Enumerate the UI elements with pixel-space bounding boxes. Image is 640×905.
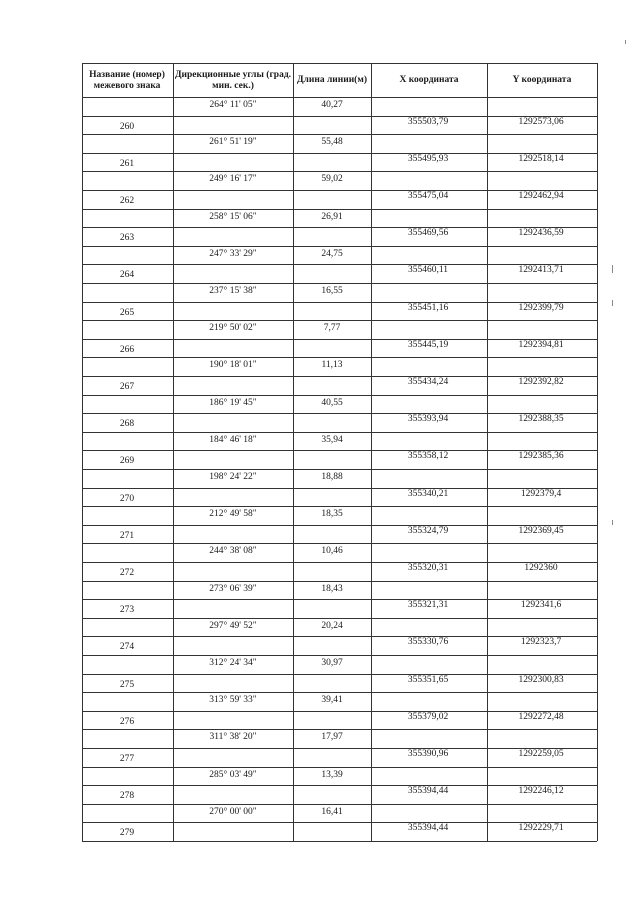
line-length: 16,41 — [321, 806, 343, 817]
row-line — [82, 525, 173, 526]
y-coordinate: 1292323,7 — [520, 637, 562, 648]
column-line-0 — [82, 63, 83, 841]
row-line — [371, 804, 597, 805]
row-line — [371, 395, 597, 396]
row-line — [82, 692, 173, 693]
x-coordinate: 355394,44 — [407, 823, 449, 834]
line-length: 20,24 — [321, 620, 343, 631]
y-coordinate: 1292379,4 — [520, 488, 562, 499]
row-line — [371, 432, 597, 433]
direction-angle: 212° 49' 58" — [209, 509, 257, 520]
direction-angle: 244° 38' 08" — [209, 546, 257, 557]
row-line — [371, 729, 597, 730]
x-coordinate: 355340,21 — [407, 488, 449, 499]
row-line — [173, 525, 371, 526]
row-line — [173, 153, 371, 154]
row-line — [82, 618, 173, 619]
header-angle: Дирекционные углы (град. мин. сек.) — [174, 69, 292, 91]
point-number: 264 — [119, 270, 135, 281]
y-coordinate: 1292518,14 — [518, 153, 564, 164]
point-number: 278 — [119, 791, 135, 802]
row-line — [173, 618, 371, 619]
x-coordinate: 355394,44 — [407, 786, 449, 797]
row-line — [82, 432, 173, 433]
row-line — [173, 748, 371, 749]
direction-angle: 312° 24' 34" — [209, 658, 257, 668]
line-length: 18,88 — [321, 472, 343, 482]
line-length: 30,97 — [321, 658, 343, 668]
row-line — [82, 283, 173, 284]
row-line — [371, 581, 597, 582]
point-number: 275 — [119, 679, 135, 690]
y-coordinate: 1292436,59 — [518, 228, 564, 239]
row-line — [173, 227, 371, 228]
row-line — [82, 153, 173, 154]
scan-mark — [625, 40, 626, 44]
row-line — [173, 655, 371, 656]
x-coordinate: 355379,02 — [407, 711, 449, 722]
row-line — [173, 543, 371, 544]
line-length: 35,94 — [321, 434, 343, 445]
x-coordinate: 355351,65 — [407, 674, 449, 685]
direction-angle: 247° 33' 29" — [209, 248, 257, 259]
row-line — [173, 488, 371, 489]
row-line — [82, 488, 173, 489]
row-line — [173, 636, 371, 637]
x-coordinate: 355460,11 — [407, 265, 449, 276]
row-line — [82, 822, 173, 823]
point-number: 263 — [119, 233, 135, 244]
row-line — [173, 302, 371, 303]
row-line — [371, 767, 597, 768]
column-line-5 — [597, 63, 598, 841]
row-line — [82, 506, 173, 507]
row-line — [82, 320, 173, 321]
row-line — [82, 190, 173, 191]
direction-angle: 249° 16' 17" — [209, 174, 257, 185]
x-coordinate: 355495,93 — [407, 153, 449, 164]
row-line — [173, 320, 371, 321]
line-length: 7,77 — [323, 323, 341, 334]
direction-angle: 198° 24' 22" — [209, 472, 257, 482]
row-line — [82, 302, 173, 303]
point-number: 273 — [119, 605, 135, 616]
row-line — [371, 246, 597, 247]
row-line — [173, 246, 371, 247]
row-line — [82, 599, 173, 600]
direction-angle: 258° 15' 06" — [209, 211, 257, 222]
row-line — [173, 599, 371, 600]
header-name: Название (номер) межевого знака — [89, 69, 165, 91]
line-length: 18,43 — [321, 583, 343, 594]
direction-angle: 285° 03' 49" — [209, 769, 257, 780]
row-line — [82, 209, 173, 210]
direction-angle: 186° 19' 45" — [209, 397, 257, 408]
row-line — [82, 469, 173, 470]
point-number: 267 — [119, 382, 135, 392]
row-line — [371, 171, 597, 172]
row-line — [173, 729, 371, 730]
point-number: 277 — [119, 754, 135, 764]
row-line — [82, 116, 173, 117]
row-line — [173, 674, 371, 675]
row-line — [82, 246, 173, 247]
y-coordinate: 1292341,6 — [520, 600, 562, 611]
row-line — [173, 357, 371, 358]
row-line — [173, 822, 371, 823]
row-line — [173, 283, 371, 284]
row-line — [371, 134, 597, 135]
line-length: 13,39 — [321, 769, 343, 780]
y-coordinate: 1292413,71 — [518, 265, 564, 276]
x-coordinate: 355434,24 — [407, 377, 449, 387]
row-line — [82, 711, 173, 712]
x-coordinate: 355321,31 — [407, 600, 449, 611]
direction-angle: 219° 50' 02" — [209, 323, 257, 334]
row-line — [371, 655, 597, 656]
row-line — [82, 767, 173, 768]
direction-angle: 273° 06' 39" — [209, 583, 257, 594]
row-line — [173, 395, 371, 396]
line-length: 55,48 — [321, 137, 343, 148]
scan-mark — [612, 300, 613, 306]
row-line — [173, 692, 371, 693]
x-coordinate: 355475,04 — [407, 191, 449, 201]
row-line — [82, 562, 173, 563]
direction-angle: 184° 46' 18" — [209, 434, 257, 445]
row-line — [371, 320, 597, 321]
row-line — [173, 469, 371, 470]
row-line — [173, 376, 371, 377]
x-coordinate: 355320,31 — [407, 563, 449, 573]
row-line — [371, 209, 597, 210]
row-line — [173, 804, 371, 805]
y-coordinate: 1292462,94 — [518, 191, 564, 201]
x-coordinate: 355393,94 — [407, 414, 449, 425]
row-line — [82, 655, 173, 656]
row-line — [82, 227, 173, 228]
scan-mark — [612, 265, 613, 273]
row-line — [173, 339, 371, 340]
row-line — [173, 581, 371, 582]
direction-angle: 261° 51' 19" — [209, 137, 257, 148]
line-length: 40,55 — [321, 397, 343, 408]
header-x: X координата — [399, 75, 459, 85]
y-coordinate: 1292394,81 — [518, 339, 564, 350]
point-number: 266 — [119, 344, 135, 355]
row-line — [371, 357, 597, 358]
line-length: 17,97 — [321, 732, 343, 743]
row-line — [371, 543, 597, 544]
y-coordinate: 1292369,45 — [518, 525, 564, 536]
point-number: 272 — [119, 568, 135, 578]
scan-mark — [612, 520, 613, 525]
row-line — [173, 506, 371, 507]
y-coordinate: 1292388,35 — [518, 414, 564, 425]
row-line — [173, 450, 371, 451]
point-number: 268 — [119, 419, 135, 430]
x-coordinate: 355390,96 — [407, 749, 449, 759]
row-line — [173, 264, 371, 265]
x-coordinate: 355330,76 — [407, 637, 449, 648]
header-length: Длина линии(м) — [297, 75, 367, 85]
y-coordinate: 1292229,71 — [518, 823, 564, 834]
y-coordinate: 1292392,82 — [518, 377, 564, 387]
row-line — [82, 395, 173, 396]
point-number: 262 — [119, 196, 135, 206]
row-line — [371, 692, 597, 693]
row-line — [82, 134, 173, 135]
row-line — [82, 339, 173, 340]
y-coordinate: 1292272,48 — [518, 711, 564, 722]
row-line — [82, 376, 173, 377]
row-line — [82, 543, 173, 544]
direction-angle: 311° 38' 20" — [209, 732, 257, 743]
line-length: 24,75 — [321, 248, 343, 259]
row-line — [82, 804, 173, 805]
line-length: 16,55 — [321, 286, 343, 296]
point-number: 270 — [119, 493, 135, 504]
direction-angle: 237° 15' 38" — [209, 286, 257, 296]
point-number: 279 — [119, 828, 135, 839]
point-number: 274 — [119, 642, 135, 653]
point-number: 271 — [119, 530, 135, 541]
line-length: 59,02 — [321, 174, 343, 185]
line-length: 26,91 — [321, 211, 343, 222]
y-coordinate: 1292246,12 — [518, 786, 564, 797]
row-line — [82, 785, 173, 786]
direction-angle: 313° 59' 33" — [209, 695, 257, 706]
column-line-1 — [173, 63, 174, 841]
point-number: 269 — [119, 456, 135, 467]
row-line — [82, 357, 173, 358]
y-coordinate: 1292573,06 — [518, 116, 564, 127]
direction-angle: 297° 49' 52" — [209, 620, 257, 631]
row-line — [82, 264, 173, 265]
y-coordinate: 1292300,83 — [518, 674, 564, 685]
line-length: 10,46 — [321, 546, 343, 557]
row-line — [371, 506, 597, 507]
row-line — [173, 767, 371, 768]
row-line — [82, 748, 173, 749]
table-border-bottom — [82, 841, 597, 842]
row-line — [173, 711, 371, 712]
line-length: 11,13 — [321, 360, 343, 371]
line-length: 40,27 — [321, 100, 343, 110]
y-coordinate: 1292399,79 — [518, 302, 564, 313]
row-line — [173, 171, 371, 172]
row-line — [173, 562, 371, 563]
x-coordinate: 355358,12 — [407, 451, 449, 462]
x-coordinate: 355324,79 — [407, 525, 449, 536]
header-y: Y координата — [512, 75, 572, 85]
line-length: 18,35 — [321, 509, 343, 520]
point-number: 261 — [119, 158, 135, 169]
row-line — [82, 450, 173, 451]
point-number: 276 — [119, 716, 135, 727]
row-line — [173, 432, 371, 433]
row-line — [82, 636, 173, 637]
direction-angle: 190° 18' 01" — [209, 360, 257, 371]
row-line — [82, 581, 173, 582]
table-border-top — [82, 63, 597, 64]
x-coordinate: 355451,16 — [407, 302, 449, 313]
point-number: 260 — [119, 121, 135, 132]
y-coordinate: 1292385,36 — [518, 451, 564, 462]
header-divider — [82, 97, 597, 98]
row-line — [173, 190, 371, 191]
row-line — [173, 209, 371, 210]
x-coordinate: 355469,56 — [407, 228, 449, 239]
row-line — [371, 618, 597, 619]
line-length: 39,41 — [321, 695, 343, 706]
row-line — [173, 116, 371, 117]
row-line — [82, 413, 173, 414]
y-coordinate: 1292360 — [524, 563, 558, 573]
x-coordinate: 355445,19 — [407, 339, 449, 350]
row-line — [173, 134, 371, 135]
row-line — [82, 674, 173, 675]
row-line — [82, 729, 173, 730]
y-coordinate: 1292259,05 — [518, 749, 564, 759]
point-number: 265 — [119, 307, 135, 318]
direction-angle: 264° 11' 05" — [209, 100, 257, 110]
direction-angle: 270° 00' 00" — [209, 806, 257, 817]
row-line — [82, 171, 173, 172]
row-line — [173, 785, 371, 786]
row-line — [173, 413, 371, 414]
row-line — [371, 469, 597, 470]
row-line — [371, 283, 597, 284]
x-coordinate: 355503,79 — [407, 116, 449, 127]
